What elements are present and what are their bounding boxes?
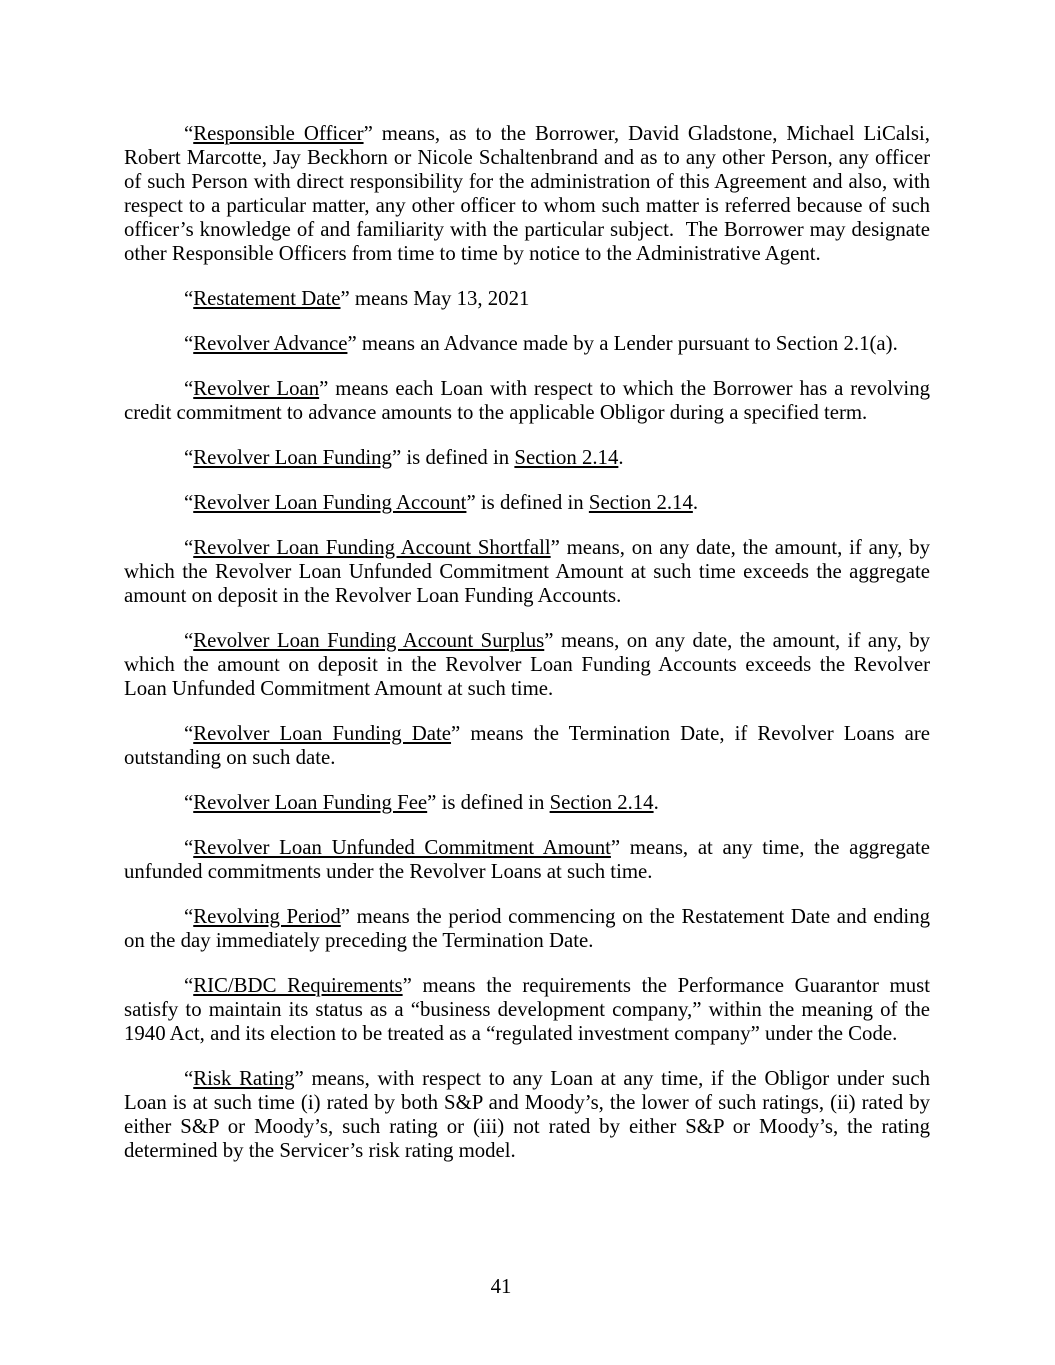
paragraph-revolver-loan-funding-account	[124, 491, 930, 515]
body-text: ” means, on any date, the amount, if any, by which the amount on deposit in the Revolver Loan Funding Accounts exceeds the Revolver Loan Unfunded Commitment Amount at such time.	[124, 629, 930, 700]
paragraph-revolver-loan	[124, 377, 930, 425]
paragraph-restatement-date	[124, 287, 930, 311]
defined-term: Section 2.14	[514, 446, 619, 469]
defined-term: Revolver Loan Funding Account Surplus	[193, 629, 545, 652]
body-text: ” is defined in	[427, 791, 550, 814]
body-text: ” means May 13, 2021	[340, 287, 530, 310]
defined-term: Revolver Loan Funding Fee	[193, 791, 428, 814]
body-text: “	[184, 491, 194, 514]
body-text: “	[184, 629, 194, 652]
defined-term: Revolver Loan	[193, 377, 320, 400]
defined-term: Revolver Loan Funding Date	[193, 722, 452, 745]
paragraph-risk-rating	[124, 1067, 930, 1163]
body-text: ” means, as to the Borrower, David Gladstone, Michael LiCalsi, Robert Marcotte, Jay Beckhorn or Nicole Schaltenbrand and as to any other Person, any officer of such Person with direct responsibility for the administration of this Agreement and also, with respect to a particular matter, any other officer to whom such matter is referred because of such officer’s knowledge of and familiarity with the particular subject. The Borrower may designate other Responsible Officers from time to time by notice to the Administrative Agent.	[124, 122, 930, 265]
paragraph-revolver-loan-funding-account-shortfall	[124, 536, 930, 608]
defined-term: Revolver Loan Funding	[193, 446, 392, 469]
defined-term: RIC/BDC Requirements	[193, 974, 403, 997]
body-text: “	[184, 287, 194, 310]
body-text: “	[184, 377, 194, 400]
body-text: ” means an Advance made by a Lender pursuant to Section 2.1(a).	[347, 332, 898, 355]
defined-term: Restatement Date	[193, 287, 341, 310]
defined-term: Revolver Loan Unfunded Commitment Amount	[193, 836, 611, 859]
paragraph-ric-bdc-requirements	[124, 974, 930, 1046]
body-text: ” means each Loan with respect to which the Borrower has a revolving credit commitment to advance amounts to the applicable Obligor during a specified term.	[124, 377, 930, 424]
body-text: ” means, with respect to any Loan at any time, if the Obligor under such Loan is at such time (i) rated by both S&P and Moody’s, the lower of such ratings, (ii) rated by either S&P or Moody’s, such rating or (iii) not rated by either S&P or Moody’s, the rating determined by the Servicer’s risk rating model.	[124, 1067, 931, 1162]
body-text: ” means, on any date, the amount, if any, by which the Revolver Loan Unfunded Commitment Amount at such time exceeds the aggregate amount on deposit in the Revolver Loan Funding Accounts.	[124, 536, 930, 607]
body-text: ” is defined in	[466, 491, 589, 514]
body-text: ” means the period commencing on the Restatement Date and ending on the day immediately preceding the Termination Date.	[124, 905, 930, 952]
body-text: ” means, at any time, the aggregate unfunded commitments under the Revolver Loans at such time.	[124, 836, 930, 883]
defined-term: Revolver Advance	[193, 332, 348, 355]
body-text: “	[184, 1067, 194, 1090]
paragraph-revolving-period	[124, 905, 930, 953]
body-text: ” is defined in	[391, 446, 515, 469]
defined-term: Risk Rating	[193, 1067, 295, 1090]
defined-term: Section 2.14	[588, 491, 693, 514]
body-text: “	[184, 446, 194, 469]
body-text: “	[184, 536, 194, 559]
paragraph-responsible-officer	[124, 122, 930, 266]
body-text: .	[692, 491, 699, 514]
paragraph-revolver-loan-funding-fee	[124, 791, 930, 815]
body-text: “	[184, 122, 194, 145]
paragraph-revolver-loan-funding-account-surplus	[124, 629, 930, 701]
paragraph-revolver-loan-funding	[124, 446, 930, 470]
body-text: “	[184, 332, 194, 355]
defined-term: Revolving Period	[193, 905, 341, 928]
paragraph-revolver-loan-unfunded-commitment-amount	[124, 836, 930, 884]
paragraph-revolver-advance	[124, 332, 930, 356]
paragraph-revolver-loan-funding-date	[124, 722, 930, 770]
body-text: .	[653, 791, 659, 814]
page-number: 41	[490, 1275, 512, 1298]
body-text: .	[618, 446, 624, 469]
document-body	[124, 122, 930, 1184]
body-text: “	[184, 722, 194, 745]
body-text: ” means the Termination Date, if Revolver Loans are outstanding on such date.	[124, 722, 930, 769]
body-text: “	[184, 974, 194, 997]
body-text: ” means the requirements the Performance Guarantor must satisfy to maintain its status as a “business development company,” within the meaning of the 1940 Act, and its election to be treated as a “regulated investment company” under the Code.	[124, 974, 931, 1045]
body-text: “	[184, 791, 194, 814]
body-text: “	[184, 905, 194, 928]
body-text: “	[184, 836, 194, 859]
defined-term: Revolver Loan Funding Account	[193, 491, 467, 514]
defined-term: Responsible Officer	[193, 122, 364, 145]
defined-term: Section 2.14	[549, 791, 654, 814]
defined-term: Revolver Loan Funding Account Shortfall	[193, 536, 551, 559]
